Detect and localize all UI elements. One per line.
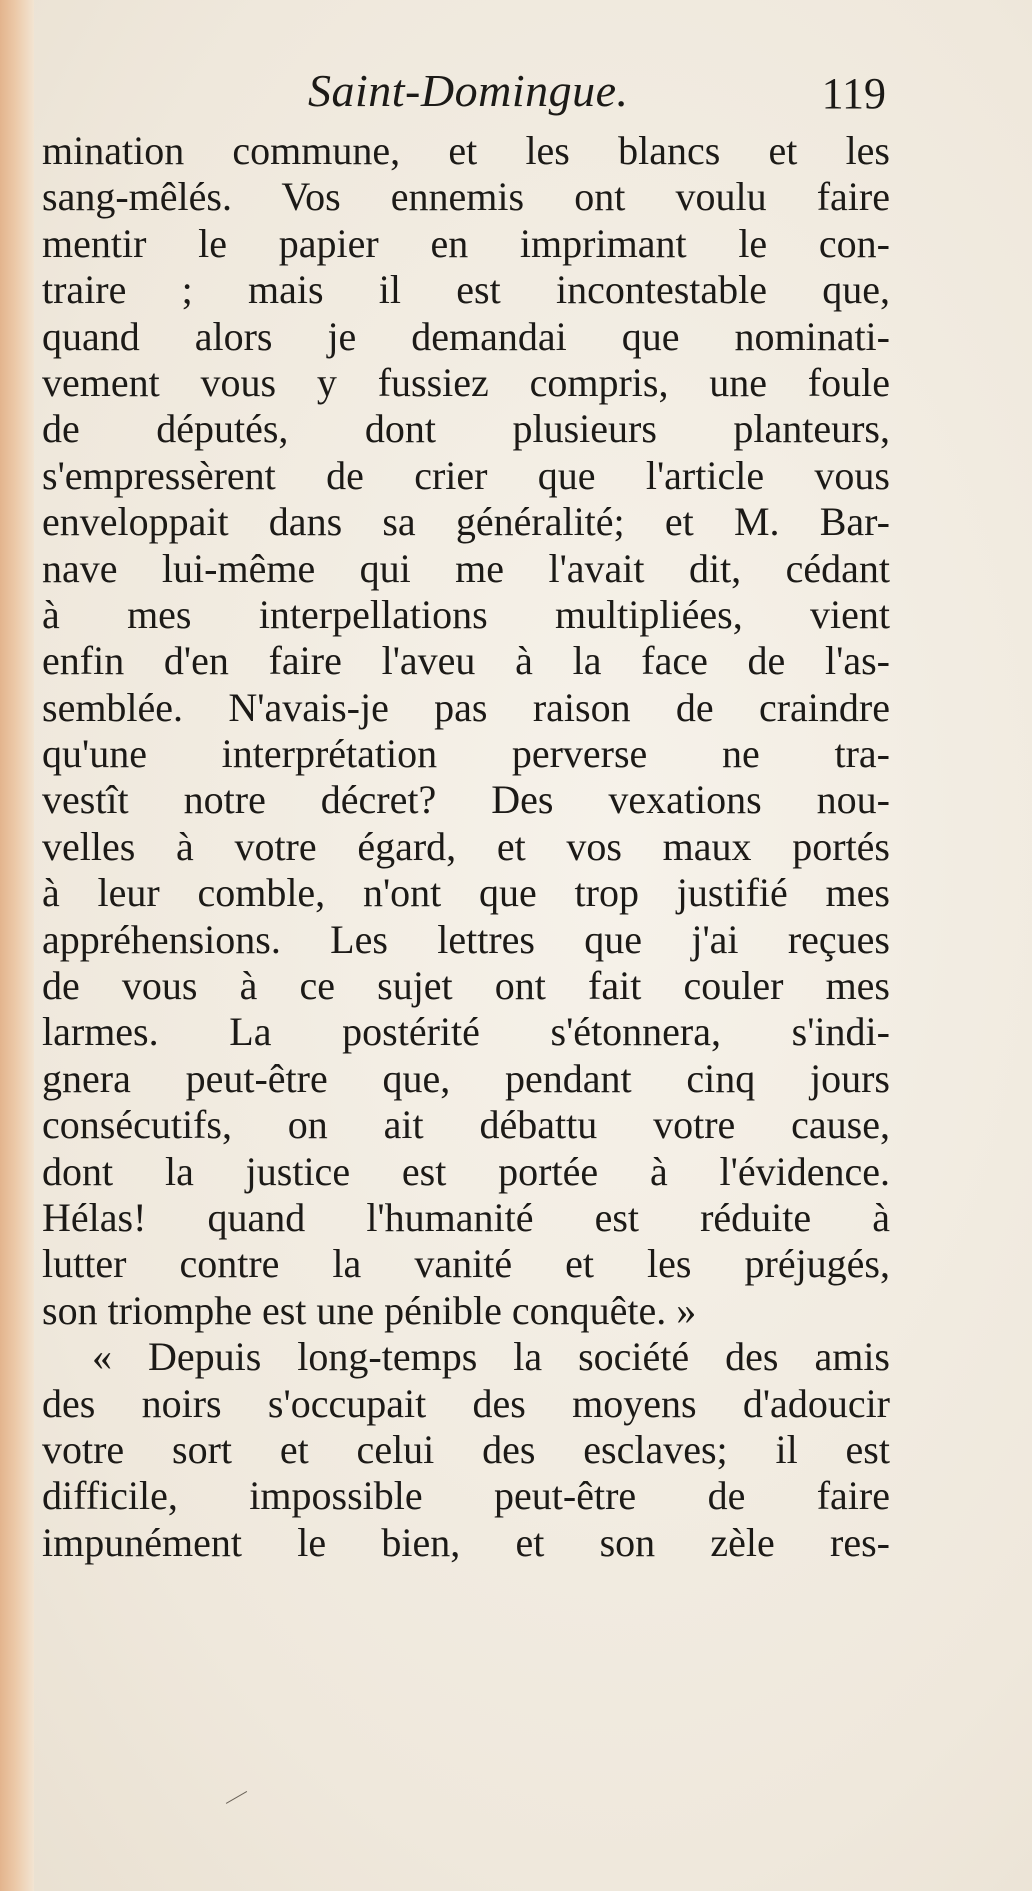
text-line: semblée. N'avais-je pas raison de craindre [42,684,890,730]
text-line: Hélas! quand l'humanité est réduite à [42,1194,890,1240]
page-gutter [0,0,34,1891]
text-line: larmes. La postérité s'étonnera, s'indi- [42,1009,890,1055]
page-number: 119 [821,69,886,118]
text-line: votre sort et celui des esclaves; il est [42,1426,890,1472]
text-line: dont la justice est portée à l'évidence. [42,1148,890,1194]
text-line: velles à votre égard, et vos maux portés [42,823,890,869]
text-line: s'empressèrent de crier que l'article vous [42,452,890,498]
text-line: de vous à ce sujet ont fait couler mes [42,963,890,1009]
text-line: nave lui-même qui me l'avait dit, cédant [42,545,890,591]
body-text [42,128,890,1566]
text-line: vement vous y fussiez compris, une foule [42,359,890,405]
text-line: traire ; mais il est incontestable que, [42,267,890,313]
text-line: vestît notre décret? Des vexations nou- [42,777,890,823]
pencil-mark [226,1791,254,1816]
text-line: mination commune, et les blancs et les [42,128,890,173]
text-line: des noirs s'occupait des moyens d'adoucir [42,1380,890,1426]
text-line: enfin d'en faire l'aveu à la face de l'as- [42,638,890,684]
text-line: qu'une interprétation perverse ne tra- [42,731,890,777]
page-header [300,60,900,120]
text-line: sang-mêlés. Vos ennemis ont voulu faire [42,174,890,220]
text-line: à leur comble, n'ont que trop justifié mes [42,870,890,916]
text-line: à mes interpellations multipliées, vient [42,591,890,637]
text-line: gnera peut-être que, pendant cinq jours [42,1055,890,1101]
text-line: mentir le papier en imprimant le con- [42,220,890,266]
text-line: de députés, dont plusieurs planteurs, [42,406,890,452]
text-line: enveloppait dans sa généralité; et M. Bar- [42,499,890,545]
paragraph-start-line: « Depuis long-temps la société des amis [92,1334,890,1380]
text-line: quand alors je demandai que nominati- [42,313,890,359]
text-line: difficile, impossible peut-être de faire [42,1473,890,1519]
text-line: appréhensions. Les lettres que j'ai reçues [42,916,890,962]
text-line: lutter contre la vanité et les préjugés, [42,1241,890,1287]
text-line: consécutifs, on ait débattu votre cause, [42,1102,890,1148]
text-line: impunément le bien, et son zèle res- [42,1519,890,1565]
paragraph-end-line: son triomphe est une pénible conquête. » [42,1287,697,1333]
running-title: Saint-Domingue. [308,65,629,116]
